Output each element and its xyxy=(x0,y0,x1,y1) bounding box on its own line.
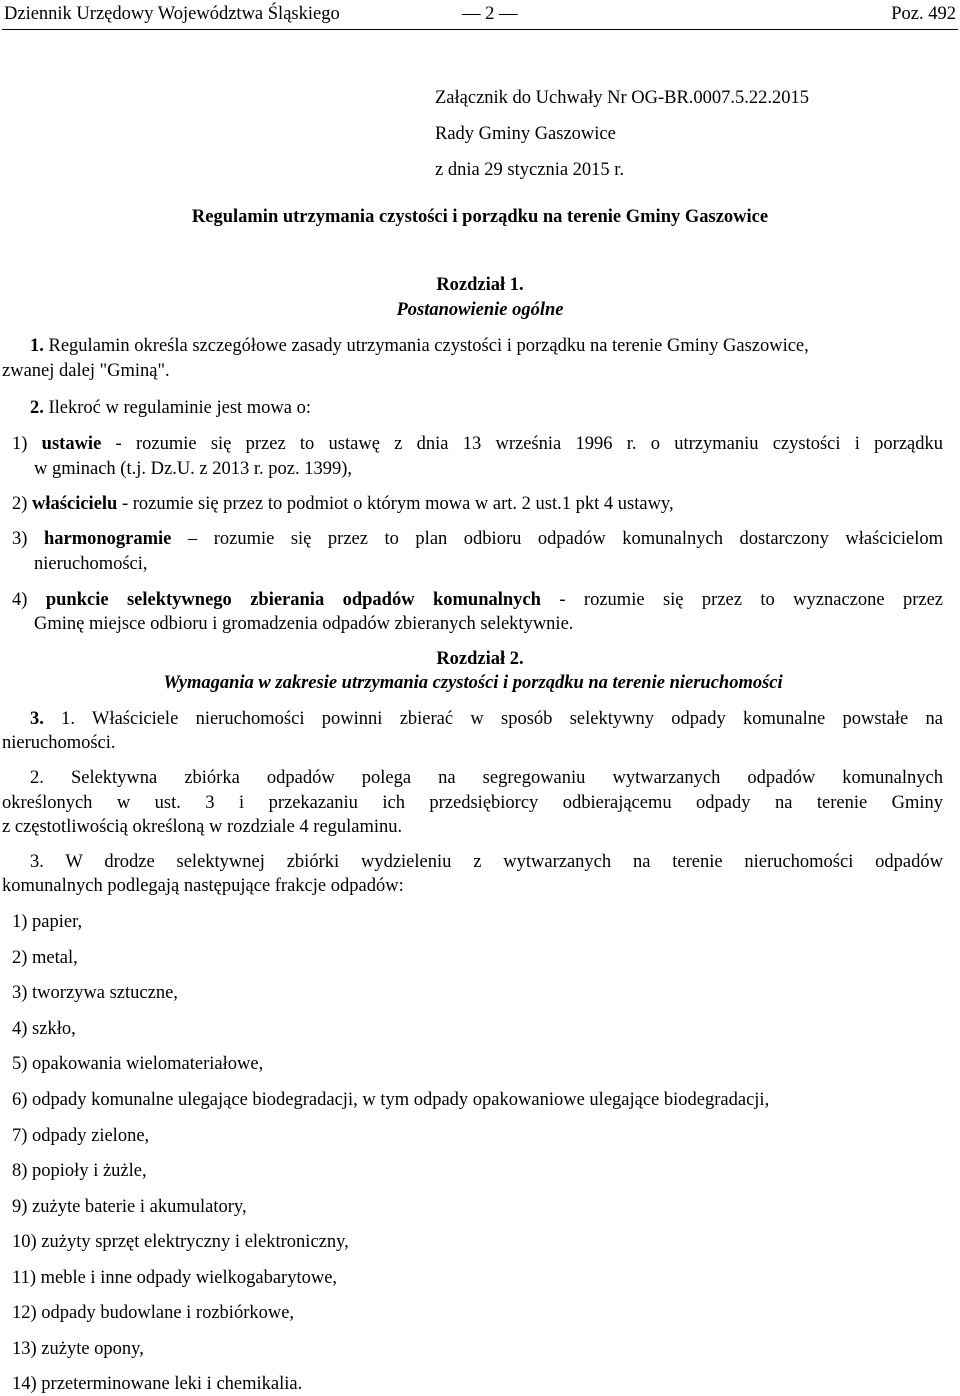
definition-3-line-2: nieruchomości, xyxy=(34,554,148,574)
definition-2-term: właścicielu xyxy=(32,494,118,514)
list-item: 13) zużyte opony, xyxy=(12,1339,144,1359)
attachment-line-2: Rady Gminy Gaszowice xyxy=(435,124,616,144)
definition-2-number: 2) xyxy=(12,494,28,514)
definition-4-term: punkcie selektywnego zbierania odpadów komunalnych xyxy=(45,590,541,610)
list-item: 5) opakowania wielomateriałowe, xyxy=(12,1054,264,1074)
list-item: 2) metal, xyxy=(12,948,78,968)
paragraph-2-number: 2. xyxy=(30,398,44,418)
list-item: 6) odpady komunalne ulegające biodegradacji, w tym odpady opakowaniowe ulegające biodegradacji, xyxy=(12,1090,770,1110)
paragraph-3-point-1-line-1 xyxy=(30,707,943,731)
definition-4-text: - rozumie się przez to wyznaczone przez xyxy=(559,590,944,610)
definition-2 xyxy=(12,492,674,516)
list-item: 11) meble i inne odpady wielkogabarytowe, xyxy=(12,1268,338,1288)
document-title: Regulamin utrzymania czystości i porządku na terenie Gminy Gaszowice xyxy=(191,207,769,227)
list-item: 8) popioły i żużle, xyxy=(12,1161,147,1181)
paragraph-2-intro xyxy=(30,396,311,420)
definition-4-number: 4) xyxy=(12,590,28,610)
list-item: 10) zużyty sprzęt elektryczny i elektroniczny, xyxy=(12,1232,349,1252)
chapter-1-label: Rozdział 1. xyxy=(436,275,524,295)
definition-4-line-1 xyxy=(12,588,943,612)
position-number: Poz. 492 xyxy=(891,4,956,24)
list-item: 14) przeterminowane leki i chemikalia. xyxy=(12,1374,303,1394)
journal-name: Dziennik Urzędowy Województwa Śląskiego xyxy=(4,4,340,24)
definition-1-text: - rozumie się przez to ustawę z dnia 13 września 1996 r. o utrzymaniu czystości i porządku xyxy=(115,434,943,454)
paragraph-3-point-3-line-2: komunalnych podlegają następujące frakcje odpadów: xyxy=(2,876,404,896)
page-number: — 2 — xyxy=(462,4,518,24)
attachment-line-1: Załącznik do Uchwały Nr OG-BR.0007.5.22.2015 xyxy=(435,88,810,108)
paragraph-1-line-2: zwanej dalej "Gminą". xyxy=(2,361,170,381)
chapter-2-title: Wymagania w zakresie utrzymania czystości i porządku na terenie nieruchomości xyxy=(163,673,783,693)
list-item: 3) tworzywa sztuczne, xyxy=(12,983,178,1003)
paragraph-1-line-1 xyxy=(2,334,942,358)
chapter-2-label: Rozdział 2. xyxy=(436,649,524,669)
paragraph-3-point-3-line-1: 3. W drodze selektywnej zbiórki wydzieleniu z wytwarzanych na terenie nieruchomości odpadów xyxy=(30,852,943,872)
definition-4-line-2: Gminę miejsce odbioru i gromadzenia odpadów zbieranych selektywnie. xyxy=(34,614,574,634)
list-item: 4) szkło, xyxy=(12,1019,76,1039)
list-item: 1) papier, xyxy=(12,912,83,932)
chapter-1-title: Postanowienie ogólne xyxy=(396,300,564,320)
list-item: 9) zużyte baterie i akumulatory, xyxy=(12,1197,247,1217)
paragraph-1-number: 1. xyxy=(30,336,44,356)
paragraph-3-point-2-line-2: określonych w ust. 3 i przekazaniu ich przedsiębiorcy odbierającemu odpady na terenie Gminy xyxy=(2,793,943,813)
header-divider xyxy=(2,29,958,30)
attachment-line-3: z dnia 29 stycznia 2015 r. xyxy=(435,160,625,180)
paragraph-3-point-1-text: Właściciele nieruchomości powinni zbierać w sposób selektywny odpady komunalne powstałe na xyxy=(92,709,943,729)
definition-1-line-2: w gminach (t.j. Dz.U. z 2013 r. poz. 1399), xyxy=(34,459,353,479)
definition-1-number: 1) xyxy=(12,434,28,454)
paragraph-3-point-1-number: 1. xyxy=(61,709,76,729)
definition-2-text: - rozumie się przez to podmiot o którym mowa w art. 2 ust.1 pkt 4 ustawy, xyxy=(121,494,674,514)
definition-3-line-1 xyxy=(12,527,943,551)
paragraph-3-number: 3. xyxy=(30,709,44,729)
definition-1-line-1 xyxy=(12,432,943,456)
paragraph-3-point-1-line-2: nieruchomości. xyxy=(2,733,116,753)
definition-1-term: ustawie xyxy=(41,434,102,454)
paragraph-1-text: Regulamin określa szczegółowe zasady utrzymania czystości i porządku na terenie Gminy Gaszowice, xyxy=(48,336,809,356)
definition-3-term: harmonogramie xyxy=(43,529,172,549)
list-item: 12) odpady budowlane i rozbiórkowe, xyxy=(12,1303,295,1323)
list-item: 7) odpady zielone, xyxy=(12,1126,150,1146)
definition-3-text: – rozumie się przez to plan odbioru odpadów komunalnych dostarczony właścicielom xyxy=(187,529,943,549)
paragraph-3-point-2-line-3: z częstotliwością określoną w rozdziale 4 regulaminu. xyxy=(2,817,403,837)
paragraph-2-intro-text: Ilekroć w regulaminie jest mowa o: xyxy=(48,398,312,418)
paragraph-3-point-2-line-1: 2. Selektywna zbiórka odpadów polega na segregowaniu wytwarzanych odpadów komunalnych xyxy=(30,768,943,788)
definition-3-number: 3) xyxy=(12,529,28,549)
